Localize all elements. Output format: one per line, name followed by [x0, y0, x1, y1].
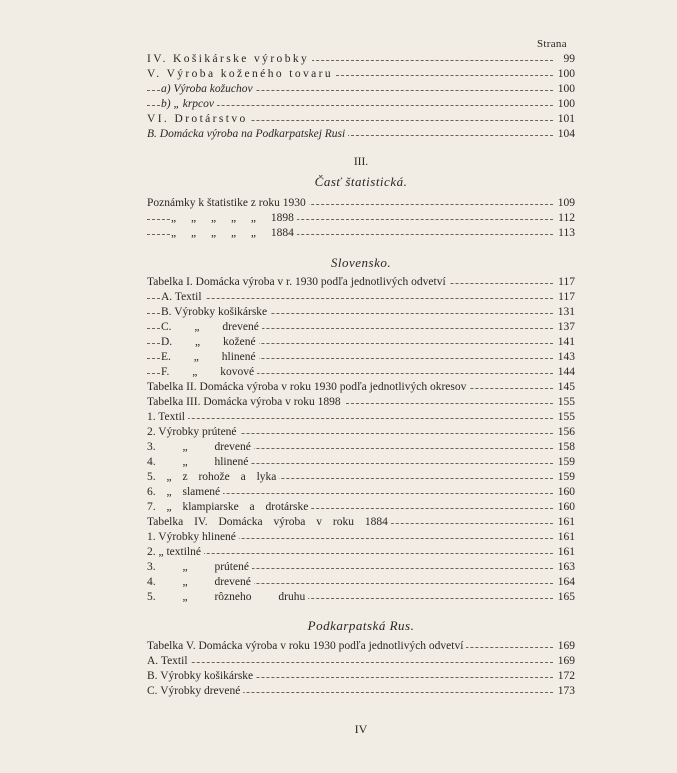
toc-entry-text: E. „ hlinené — [161, 350, 259, 365]
toc-entry-page: 109 — [553, 196, 575, 211]
toc-entry — [147, 52, 575, 67]
toc-entry-page: 155 — [553, 395, 575, 410]
toc-entry — [147, 470, 575, 485]
toc-entry — [147, 500, 575, 515]
toc-entry-page: 155 — [553, 410, 575, 425]
toc-entry-text: 4. „ drevené — [147, 575, 254, 590]
toc-entry-text: VI. Drotárstvo — [147, 112, 251, 127]
toc-stat-section — [147, 196, 575, 241]
toc-entry-page: 143 — [553, 350, 575, 365]
toc-entry-text: 5. „ z rohože a lyka — [147, 470, 279, 485]
toc-entry — [147, 575, 575, 590]
toc-slovensko-section — [147, 275, 575, 605]
toc-entry-page: 104 — [553, 127, 575, 142]
toc-entry-page: 169 — [553, 654, 575, 669]
toc-entry-page: 112 — [553, 211, 575, 226]
toc-entry — [147, 455, 575, 470]
toc-entry — [147, 67, 575, 82]
toc-entry-text: B. Výrobky košikárske — [147, 669, 256, 684]
toc-entry-text: 2. „ textilné — [147, 545, 204, 560]
toc-entry-page: 161 — [553, 515, 575, 530]
toc-entry-page: 100 — [553, 82, 575, 97]
toc-entry — [147, 275, 575, 290]
toc-entry-page: 172 — [553, 669, 575, 684]
toc-podkarpatska-section — [147, 639, 575, 699]
toc-entry — [147, 530, 575, 545]
toc-entry-text: 3. „ prútené — [147, 560, 252, 575]
toc-entry-page: 131 — [553, 305, 575, 320]
section-title-slovensko: Slovensko. — [330, 255, 392, 270]
toc-entry-page: 117 — [553, 290, 575, 305]
toc-entry-text: 4. „ hlinené — [147, 455, 251, 470]
toc-entry — [147, 112, 575, 127]
toc-entry-page: 165 — [553, 590, 575, 605]
toc-entry-page: 159 — [553, 455, 575, 470]
toc-entry-text: Tabelka II. Domácka výroba v roku 1930 podľa jednotlivých okresov — [147, 380, 469, 395]
toc-entry-text: Tabelka V. Domácka výroba v roku 1930 podľa jednotlivých odvetví — [147, 639, 466, 654]
toc-entry-text: „ „ „ „ „ 1884 — [171, 226, 297, 241]
toc-entry-page: 141 — [553, 335, 575, 350]
toc-entry-text: C. Výrobky drevené — [147, 684, 243, 699]
toc-entry-page: 117 — [553, 275, 575, 290]
toc-entry-text: 6. „ slamené — [147, 485, 223, 500]
toc-entry-text: a) Výroba kožuchov — [161, 82, 256, 97]
part-roman-numeral: III. — [353, 156, 369, 168]
toc-entry — [147, 365, 575, 380]
toc-entry — [147, 410, 575, 425]
toc-entry-page: 145 — [553, 380, 575, 395]
toc-entry — [147, 97, 575, 112]
toc-entry — [147, 196, 575, 211]
toc-entry-text: D. „ kožené — [161, 335, 259, 350]
toc-entry — [147, 395, 575, 410]
toc-entry-text: Tabelka IV. Domácka výroba v roku 1884 — [147, 515, 391, 530]
toc-top-section — [147, 52, 575, 142]
toc-entry-text: Tabelka III. Domácka výroba v roku 1898 — [147, 395, 344, 410]
toc-entry-text: V. Výroba koženého tovaru — [147, 67, 336, 82]
part-title: Časť štatistická. — [314, 174, 408, 189]
toc-entry — [147, 654, 575, 669]
section-title-podkarpatska: Podkarpatská Rus. — [307, 618, 415, 633]
toc-entry-page: 161 — [553, 530, 575, 545]
toc-entry-text: 3. „ drevené — [147, 440, 254, 455]
toc-entry-page: 100 — [553, 97, 575, 112]
dash-leader — [147, 553, 553, 554]
toc-entry — [147, 440, 575, 455]
toc-entry-text: IV. Košikárske výrobky — [147, 52, 312, 67]
toc-entry-page: 173 — [553, 684, 575, 699]
toc-entry — [147, 380, 575, 395]
toc-entry — [147, 290, 575, 305]
toc-entry-page: 100 — [553, 67, 575, 82]
toc-entry-text: 2. Výrobky prútené — [147, 425, 240, 440]
toc-entry-page: 113 — [553, 226, 575, 241]
toc-entry-page: 159 — [553, 470, 575, 485]
toc-entry-text: F. „ kovové — [161, 365, 257, 380]
toc-entry-text: B. Domácka výroba na Podkarpatskej Rusi — [147, 127, 348, 142]
toc-entry-text: C. „ drevené — [161, 320, 262, 335]
toc-entry — [147, 305, 575, 320]
toc-entry — [147, 639, 575, 654]
toc-entry — [147, 127, 575, 142]
toc-entry-text: Tabelka I. Domácka výroba v r. 1930 podľa jednotlivých odvetví — [147, 275, 449, 290]
toc-entry — [147, 515, 575, 530]
toc-entry-page: 169 — [553, 639, 575, 654]
toc-entry-text: B. Výrobky košikárske — [161, 305, 270, 320]
toc-entry-page: 164 — [553, 575, 575, 590]
toc-entry — [147, 320, 575, 335]
toc-entry — [147, 211, 575, 226]
toc-entry-text: 1. Výrobky hlinené — [147, 530, 239, 545]
toc-entry — [147, 425, 575, 440]
toc-entry — [147, 226, 575, 241]
toc-entry-page: 99 — [553, 52, 575, 67]
toc-entry — [147, 545, 575, 560]
toc-entry-text: 1. Textil — [147, 410, 188, 425]
toc-entry — [147, 350, 575, 365]
strana-heading: Strana — [537, 38, 567, 50]
toc-entry — [147, 82, 575, 97]
toc-entry-text: 5. „ rôzneho druhu — [147, 590, 308, 605]
toc-entry — [147, 560, 575, 575]
toc-entry-page: 137 — [553, 320, 575, 335]
toc-entry-text: „ „ „ „ „ 1898 — [171, 211, 297, 226]
toc-entry-text: b) „ krpcov — [161, 97, 217, 112]
toc-entry-text: A. Textil — [161, 290, 205, 305]
toc-entry-page: 156 — [553, 425, 575, 440]
toc-entry-page: 158 — [553, 440, 575, 455]
dash-leader — [147, 298, 553, 299]
toc-entry — [147, 590, 575, 605]
toc-entry-page: 160 — [553, 500, 575, 515]
dash-leader — [147, 418, 553, 419]
toc-entry-text: 7. „ klampiarske a drotárske — [147, 500, 311, 515]
toc-entry-text: Poznámky k štatistike z roku 1930 — [147, 196, 309, 211]
toc-entry-page: 160 — [553, 485, 575, 500]
toc-entry-page: 101 — [553, 112, 575, 127]
dash-leader — [147, 662, 553, 663]
toc-entry-page: 144 — [553, 365, 575, 380]
toc-entry-page: 161 — [553, 545, 575, 560]
toc-entry-text: A. Textil — [147, 654, 191, 669]
toc-entry-page: 163 — [553, 560, 575, 575]
toc-entry — [147, 669, 575, 684]
page-number: IV — [354, 722, 368, 736]
toc-entry — [147, 684, 575, 699]
toc-entry — [147, 335, 575, 350]
toc-entry — [147, 485, 575, 500]
